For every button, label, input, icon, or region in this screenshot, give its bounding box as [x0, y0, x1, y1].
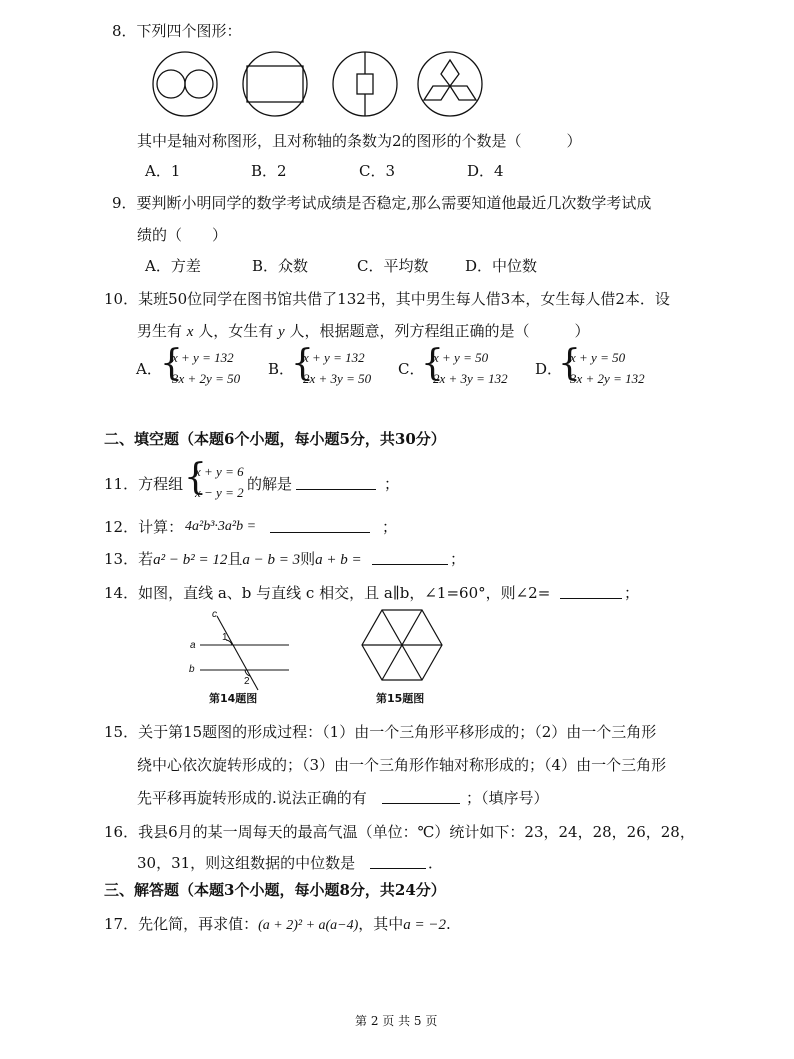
q10-var-y: y [278, 324, 285, 340]
q10-text-c: 人，根据题意，列方程组正确的是（ ） [289, 322, 590, 340]
q10-option-d-label: D． [535, 360, 563, 378]
q13-text-a: 13．若 [104, 550, 154, 568]
q11-eq1: x + y = 6 [195, 464, 244, 479]
q10-option-d-eq1: x + y = 50 [570, 350, 626, 365]
fig14-label-1: 1 [222, 632, 228, 643]
page-footer: 第 2 页 共 5 页 [355, 1014, 438, 1028]
q11-tail: 的解是 [247, 475, 293, 493]
q16-answer-blank[interactable] [370, 854, 426, 869]
q9-option-b: B．众数 [252, 257, 309, 275]
q9-option-c: C．平均数 [357, 257, 429, 275]
q10-stem: 10．某班50位同学在图书馆共借了132书，其中男生每人借3本，女生每人借2本．设 [104, 290, 670, 308]
q10-option-b-brace: { [291, 343, 314, 384]
q16-line1: 16．我县6月的某一周每天的最高气温（单位：℃）统计如下：23，24，28，26，28， [104, 823, 695, 841]
q10-option-b-label: B． [268, 360, 295, 378]
q10-text-b: 人，女生有 [198, 322, 274, 340]
q12-expr: 4a²b³·3a²b = [185, 519, 257, 534]
q10-text-a: 男生有 [137, 322, 183, 340]
q10-option-d-brace: { [558, 343, 581, 384]
q16-line2-end: ． [428, 854, 444, 872]
q17-end: . [446, 915, 451, 933]
q13-expr3: a + b = [315, 552, 362, 568]
q17-value: a = −2 [403, 917, 447, 933]
q8-question: 其中是轴对称图形，且对称轴的条数为2的图形的个数是（ ） [137, 132, 582, 150]
q10-option-c-eq1: x + y = 50 [433, 350, 489, 365]
fig14-label-a: a [190, 640, 196, 651]
q9-stem: 9．要判断小明同学的数学考试成绩是否稳定,那么需要知道他最近几次数学考试成 [112, 194, 652, 212]
q17-expr: (a + 2)² + a(a−4) [258, 918, 359, 933]
fig14-label-c: c [212, 609, 217, 620]
q11-label: 11．方程组 [104, 475, 184, 493]
q10-option-a-label: A． [136, 360, 162, 378]
q11-eq2: x − y = 2 [195, 485, 244, 500]
q13-text-b: 且 [227, 550, 243, 568]
q8-option-b: B．2 [251, 162, 287, 180]
q8-stem: 8．下列四个图形： [112, 22, 242, 40]
q17-label: 17．先化简，再求值： [104, 915, 259, 933]
q14-text: 14．如图，直线 a、b 与直线 c 相交，且 a∥b，∠1=60°，则∠2= [104, 584, 551, 602]
q15-line2: 绕中心依次旋转形成的；（3）由一个三角形作轴对称形成的；（4）由一个三角形 [137, 756, 667, 774]
fig15-caption: 第15题图 [376, 692, 425, 705]
q10-option-c-label: C． [398, 360, 425, 378]
q10-var-x: x [186, 324, 194, 340]
q17-text [104, 914, 451, 936]
q10-option-c-brace: { [421, 343, 444, 384]
q14-end: ； [624, 584, 640, 602]
q16-line2: 30，31，则这组数据的中位数是 [137, 854, 356, 872]
q13-expr2: a − b = 3 [242, 552, 301, 568]
q10-option-a-eq1: x + y = 132 [172, 350, 234, 365]
q10-option-a-eq2: 3x + 2y = 50 [172, 371, 241, 386]
q9-option-d: D．中位数 [465, 257, 538, 275]
q10-option-b-eq2: 2x + 3y = 50 [303, 371, 372, 386]
q15-answer-blank[interactable] [382, 789, 460, 804]
q10-option-b-eq1: x + y = 132 [303, 350, 365, 365]
q8-option-d: D．4 [467, 162, 504, 180]
q15-line3: 先平移再旋转形成的.说法正确的有 [137, 789, 367, 807]
q13-expr1: a² − b² = 12 [153, 552, 228, 568]
q9-stem-cont: 绩的（ ） [137, 226, 228, 244]
fig14-label-2: 2 [244, 676, 250, 687]
q12-end: ； [382, 518, 398, 536]
q10-option-a-brace: { [160, 343, 183, 384]
q15-line1: 15．关于第15题图的形成过程：（1）由一个三角形平移形成的；（2）由一个三角形 [104, 723, 657, 741]
q11-brace: { [184, 457, 207, 498]
q13-end: ； [450, 550, 466, 568]
q10-option-d-eq2: 3x + 2y = 132 [570, 371, 645, 386]
q8-option-a: A．1 [145, 162, 181, 180]
fig14-label-b: b [189, 664, 195, 675]
q9-option-a: A．方差 [145, 257, 201, 275]
q11-end: ； [384, 475, 400, 493]
section-2-title: 二、填空题（本题6个小题，每小题5分，共30分） [104, 430, 446, 448]
fig14-caption: 第14题图 [209, 692, 258, 705]
q13-text-c: 则 [300, 550, 316, 568]
section-3-title: 三、解答题（本题3个小题，每小题8分，共24分） [104, 881, 446, 899]
q15-line3-end: ；（填序号） [466, 789, 549, 807]
q12-label: 12．计算： [104, 518, 184, 536]
q17-tail: ，其中 [358, 915, 404, 933]
q8-option-c: C．3 [359, 162, 396, 180]
q10-option-c-eq2: 2x + 3y = 132 [433, 371, 508, 386]
